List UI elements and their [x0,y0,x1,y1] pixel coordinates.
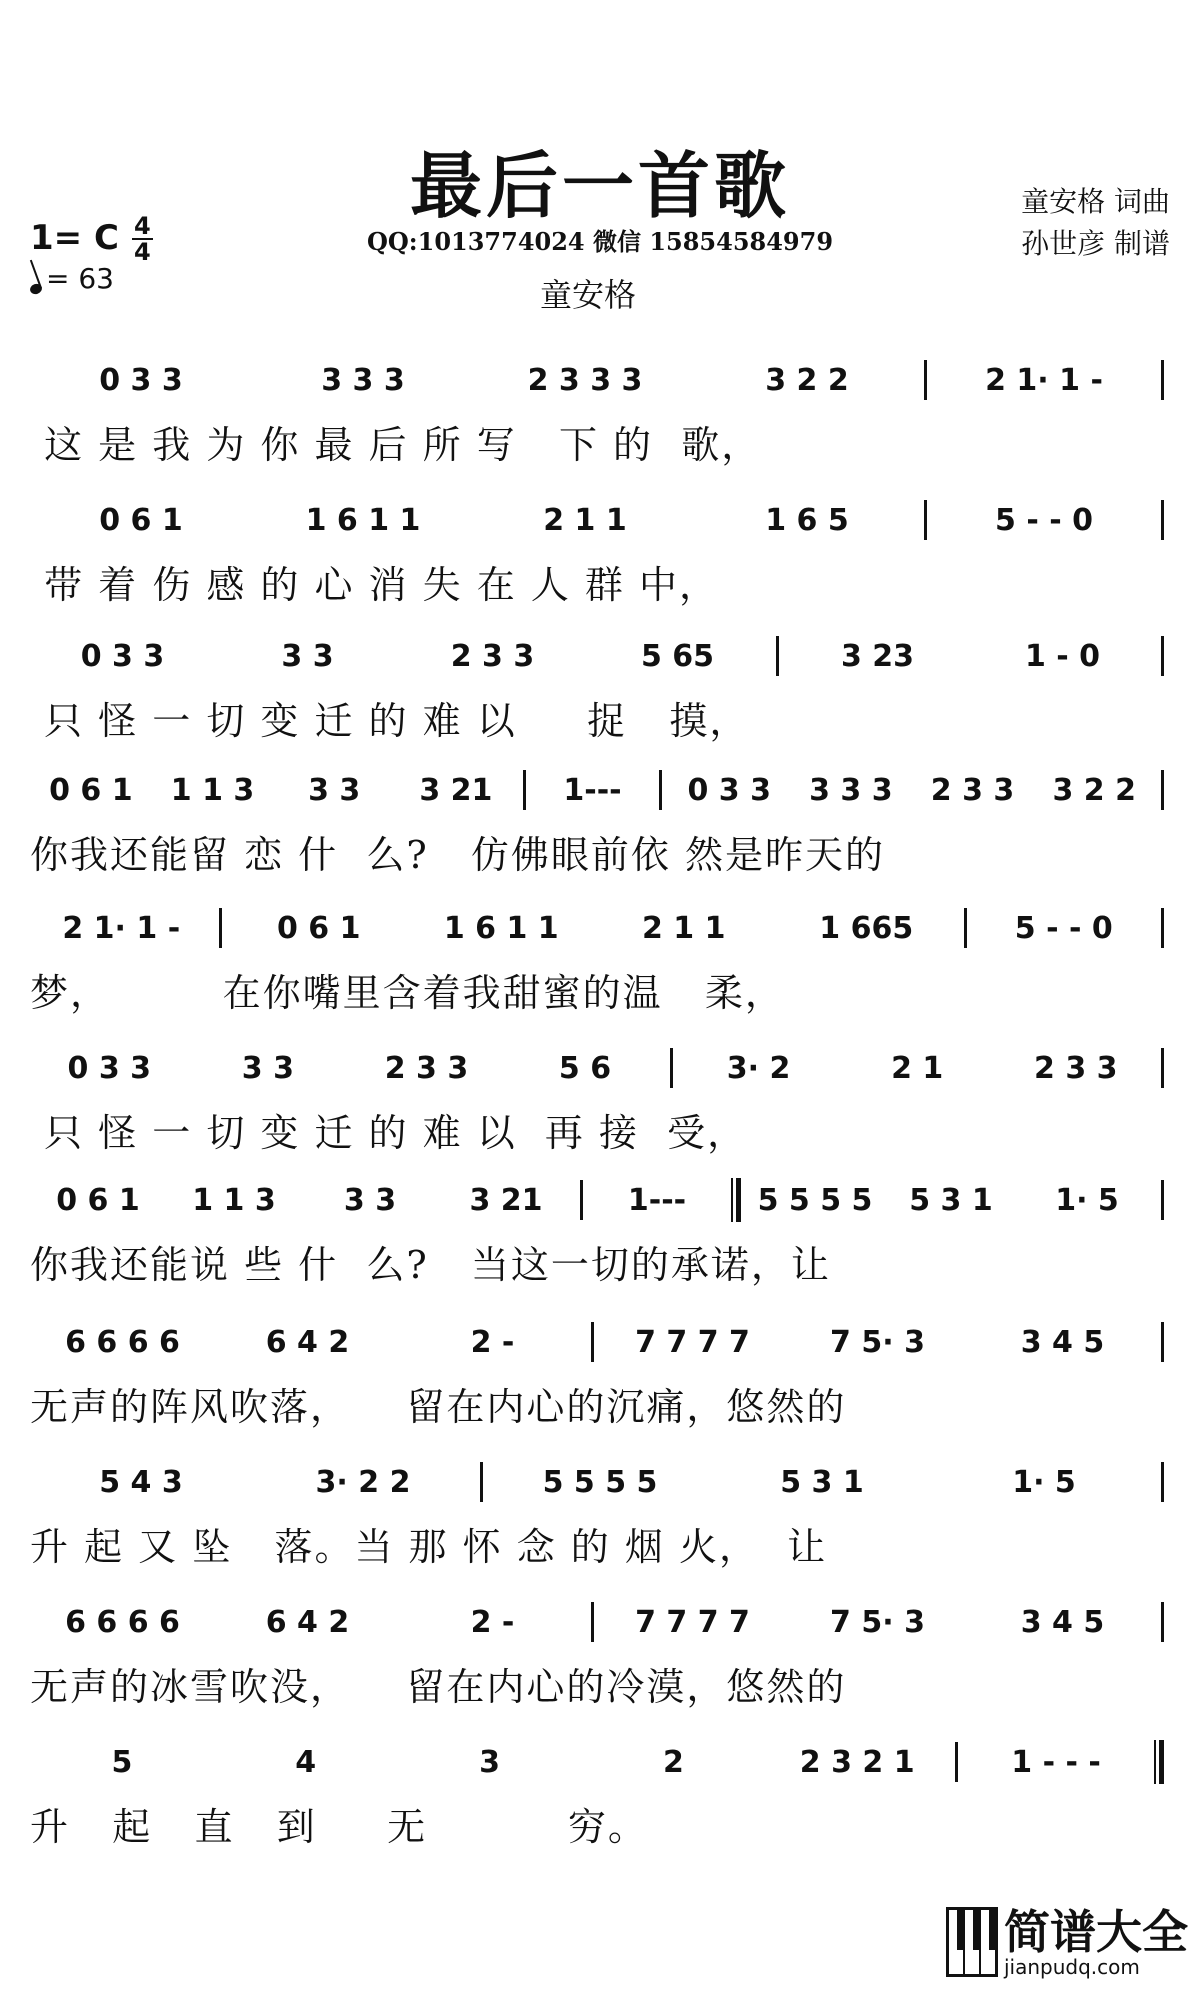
lyric-line: 无声的冰雪吹没， 留在内心的冷漠，悠然的 [30,1665,847,1709]
bar-line [924,360,927,400]
note-group: 6 4 2 [265,1324,350,1360]
note-group: 1 - 0 [1024,638,1101,674]
bar-line [1161,636,1164,676]
lyric-line: 无声的阵风吹落， 留在内心的沉痛，悠然的 [30,1385,847,1429]
watermark-name: 简谱大全 [1004,1905,1188,1959]
note-group: 0 6 1 [56,1182,140,1218]
contact-info: QQ:1013774024 微信 15854584979 [366,227,834,256]
lyric-line: 升 起 直 到 无 穷。 [30,1805,648,1849]
note-group: 2 3 3 [384,1050,469,1086]
note-group: 2 3 2 1 [799,1744,915,1780]
note-group: 3 3 3 [321,362,405,398]
bar-line [955,1742,958,1782]
note-group: 2 3 3 [930,772,1015,808]
lyric-line: 梦， 在你嘴里含着我甜蜜的温 柔， [30,971,785,1015]
note-group: 2 3 3 [450,638,535,674]
note-group: 5 - - 0 [1014,910,1113,946]
bar-line [1161,770,1164,810]
note-group: 2 1· 1 - [62,910,181,946]
note-group: 7 5· 3 [830,1324,925,1360]
notation-line [30,1462,1170,1502]
note-group: 5 4 3 [99,1464,183,1500]
note-group: 3 2 2 [765,362,849,398]
repeat-bar-line [731,1178,741,1222]
time-signature-top: 4 [134,212,151,240]
note-group: 4 [295,1744,317,1780]
note-group: 5 65 [640,638,715,674]
bar-line [670,1048,673,1088]
note-group: 2 3 3 3 [527,362,643,398]
note-group: 2 - [470,1324,515,1360]
note-group: 0 6 1 [99,502,183,538]
note-group: 5 3 1 [909,1182,993,1218]
note-group: 1 665 [819,910,914,946]
note-group: 3· 2 [726,1050,791,1086]
watermark-url: jianpudq.com [1004,1955,1140,1979]
notation-line [30,1048,1170,1088]
note-group: 5 5 5 5 [542,1464,658,1500]
note-group: 2 1 1 [543,502,627,538]
note-group: 1--- [627,1182,687,1218]
piano-logo-icon [946,1907,998,1977]
bar-line [1161,908,1164,948]
bar-line [1161,1180,1164,1220]
note-group: 1 6 1 1 [443,910,559,946]
notation-line [30,908,1170,948]
note-group: 3 [479,1744,500,1780]
notation-line [30,500,1170,540]
note-group: 3 4 5 [1020,1324,1105,1360]
time-signature-bottom: 4 [134,238,151,266]
time-signature [132,214,153,264]
lyric-line: 只 怪 一 切 变 迁 的 难 以 再 接 受， [30,1111,748,1155]
note-group: 1 6 1 1 [305,502,421,538]
note-group: 7 5· 3 [830,1604,925,1640]
bar-line [1161,1322,1164,1362]
note-group: 7 7 7 7 [635,1604,750,1640]
note-group: 2 3 3 [1034,1050,1118,1086]
bar-line [591,1602,594,1642]
watermark [946,1907,1188,1977]
note-group: 3 23 [840,638,915,674]
note-group: 3 4 5 [1020,1604,1105,1640]
bar-line [1161,1602,1164,1642]
note-group: 3 3 [308,772,361,808]
bar-line [1161,1462,1164,1502]
notation-line [30,770,1170,810]
note-group: 6 4 2 [265,1604,350,1640]
note-group: 0 3 3 [67,1050,152,1086]
tempo-marking [30,262,114,295]
note-group: 5 6 [558,1050,612,1086]
bar-line [659,770,662,810]
lyric-line: 这 是 我 为 你 最 后 所 写 下 的 歌， [30,423,762,467]
lyric-line: 升 起 又 坠 落。当 那 怀 念 的 烟 火， 让 [30,1525,828,1569]
final-bar-line [1154,1740,1164,1784]
note-group: 2 [662,1744,684,1780]
bar-line [776,636,779,676]
notation-line [30,1322,1170,1362]
note-group: 1· 5 [1012,1464,1076,1500]
bar-line [480,1462,483,1502]
note-group: 5 3 1 [780,1464,864,1500]
note-group: 5 [111,1744,133,1780]
note-group: 3 3 [281,638,334,674]
bar-line [219,908,222,948]
note-group: 0 3 3 [80,638,165,674]
bar-line [924,500,927,540]
note-group: 3 3 3 [809,772,893,808]
bar-line [580,1180,583,1220]
transcriber-credit: 孙世彦 制谱 [1021,227,1170,260]
note-group: 1 6 5 [765,502,849,538]
notation-line [30,1742,1170,1782]
note-group: 3 3 [241,1050,294,1086]
song-title: 最后一首歌 [409,143,790,228]
note-group: 3 21 [419,772,493,808]
note-group: 3 2 2 [1052,772,1136,808]
lyric-line: 带 着 伤 感 的 心 消 失 在 人 群 中， [30,563,719,607]
note-group: 3 3 [343,1182,397,1218]
note-group: 0 3 3 [687,772,771,808]
note-group: 2 1 [891,1050,944,1086]
key-signature: 1= C [30,218,119,258]
note-group: 2 1· 1 - [985,362,1103,398]
notation-line [30,360,1170,400]
note-group: 1 1 3 [192,1182,276,1218]
note-group: 7 7 7 7 [635,1324,750,1360]
note-group: 2 - [470,1604,515,1640]
tempo-value: = 63 [46,262,114,295]
note-group: 0 6 1 [49,772,133,808]
note-group: 0 6 1 [276,910,361,946]
bar-line [591,1322,594,1362]
lyric-line: 你我还能说 些 什 么? 当这一切的承诺，让 [30,1243,831,1287]
singer-name: 童安格 [540,276,637,314]
bar-line [1161,500,1164,540]
quarter-note-icon [29,282,44,296]
bar-line [523,770,526,810]
note-group: 3 21 [469,1182,543,1218]
note-group: 2 1 1 [641,910,726,946]
note-group: 1· 5 [1055,1182,1119,1218]
note-group: 1--- [563,772,622,808]
lyricist-credit: 童安格 词曲 [1021,185,1170,218]
note-group: 3· 2 2 [315,1464,411,1500]
note-group: 6 6 6 6 [65,1324,180,1360]
notation-line [30,636,1170,676]
bar-line [1161,360,1164,400]
notation-line [30,1602,1170,1642]
note-group: 1 - - - [1011,1744,1101,1780]
note-group: 6 6 6 6 [65,1604,180,1640]
notation-line [30,1180,1170,1220]
lyric-line: 只 怪 一 切 变 迁 的 难 以 捉 摸， [30,699,750,743]
note-group: 5 - - 0 [995,502,1093,538]
bar-line [1161,1048,1164,1088]
note-group: 0 3 3 [99,362,183,398]
bar-line [964,908,967,948]
lyric-line: 你我还能留 恋 什 么? 仿佛眼前依 然是昨天的 [30,833,886,877]
note-group: 1 1 3 [170,772,255,808]
note-group: 5 5 5 5 [757,1182,873,1218]
